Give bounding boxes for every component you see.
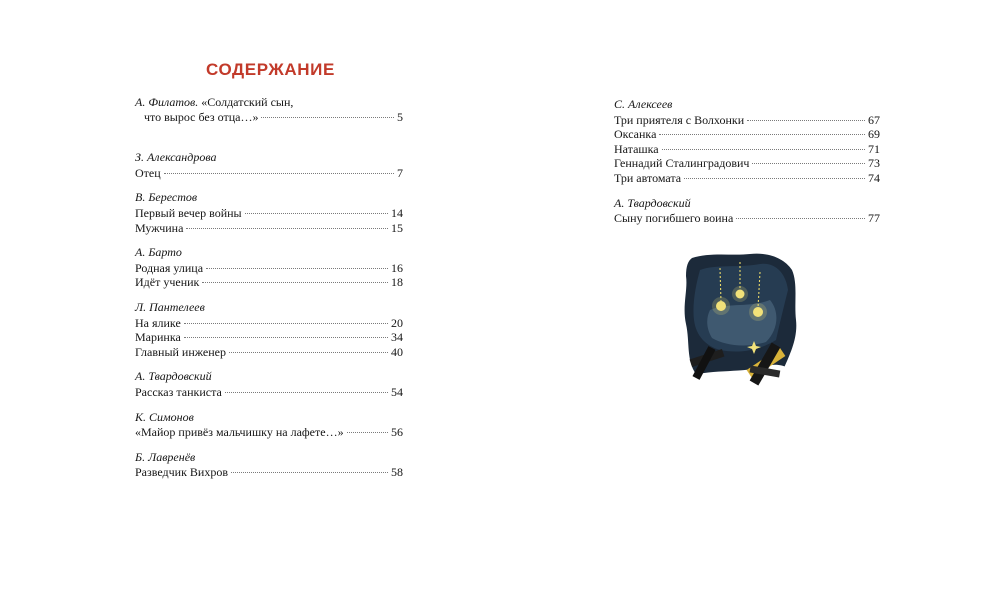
page-number: 71 [868,141,880,156]
toc-entry[interactable] [614,171,880,186]
page-number: 14 [391,205,403,220]
dot-leader [261,117,394,118]
dot-leader [186,228,388,229]
entry-title: Первый вечер войны [135,205,242,220]
toc-entry[interactable] [135,221,403,236]
dot-leader [752,163,865,164]
toc-right-column [614,97,880,226]
right-page [500,0,1000,603]
toc-group-panteleev [135,300,403,359]
entry-title: Отец [135,165,161,180]
dot-leader [206,268,388,269]
dot-leader [184,323,388,324]
toc-entry[interactable] [614,113,880,128]
toc-entry[interactable] [614,156,880,171]
toc-entry[interactable] [614,211,880,226]
entry-title: Родная улица [135,260,204,275]
toc-entry[interactable] [135,330,403,345]
toc-group-simonov [135,410,403,440]
entry-title-first-line: «Солдатский сын, [201,95,294,109]
toc-entry[interactable] [614,127,880,142]
toc-entry[interactable] [135,316,403,331]
toc-group-lavrenev [135,450,403,480]
toc-group-alekseev [614,97,880,186]
author-name: А. Твардовский [614,195,691,210]
author-name: С. Алексеев [614,97,673,111]
author-name: В. Берестов [135,190,198,205]
entry-title: Маринка [135,330,181,345]
page-number: 56 [391,425,403,440]
dot-leader [662,149,865,150]
page-number: 18 [391,275,403,290]
page-number: 67 [868,112,880,127]
entry-title: «Майор привёз мальчишку на лафете…» [135,425,344,440]
entry-title: Оксанка [614,127,657,142]
entry-title: Рассказ танкиста [135,384,222,399]
toc-entry[interactable] [135,465,403,480]
entry-title: Геннадий Сталинградович [614,156,750,171]
page-number: 54 [391,384,403,399]
entry-title: что вырос без отца…» [144,109,259,124]
dot-leader [164,173,394,174]
page-number: 69 [868,127,880,142]
entry-title: На ялике [135,315,181,330]
dot-leader [747,120,865,121]
toc-entry[interactable] [135,425,403,440]
page-number: 5 [397,109,403,124]
toc-entry[interactable] [614,142,880,157]
toc-entry[interactable] [135,275,403,290]
toc-group-berestov [135,190,403,235]
dot-leader [245,213,388,214]
toc-entry[interactable] [135,110,403,125]
contents-heading: СОДЕРЖАНИЕ [206,60,335,79]
entry-title: Наташка [614,141,659,156]
author-name: З. Александрова [135,150,217,165]
page-number: 15 [391,220,403,235]
dot-leader [659,134,865,135]
toc-entry[interactable] [135,206,403,221]
dot-leader [202,282,388,283]
entry-title: Мужчина [135,220,184,235]
page-number: 16 [391,260,403,275]
page-number: 40 [391,344,403,359]
entry-title: Разведчик Вихров [135,465,228,480]
toc-entry[interactable] [135,345,403,360]
dot-leader [225,392,388,393]
page-number: 77 [868,211,880,226]
author-name: Б. Лавренёв [135,449,196,464]
author-name: А. Твардовский [135,369,212,384]
dot-leader [736,218,865,219]
page-number: 20 [391,315,403,330]
page-number: 74 [868,170,880,185]
author-name: Л. Пантелеев [135,299,205,314]
author-name: А. Филатов. [135,95,199,109]
toc-entry[interactable] [135,385,403,400]
toc-left-column [135,95,403,480]
entry-title: Главный инженер [135,344,226,359]
toc-group-barto [135,245,403,290]
toc-group-tvardovsky [135,369,403,399]
toc-entry[interactable] [135,261,403,276]
entry-title: Три приятеля с Волхонки [614,112,745,127]
dot-leader [231,472,388,473]
dot-leader [347,432,388,433]
dot-leader [184,337,388,338]
toc-group-filatov [135,95,403,124]
toc-group-aleksandrova [135,150,403,180]
page-number: 34 [391,330,403,345]
page-number: 73 [868,156,880,171]
dot-leader [229,352,388,353]
author-name: К. Симонов [135,409,194,424]
war-night-illustration [680,250,800,402]
toc-group-tvardovsky-2 [614,196,880,226]
author-name: А. Барто [135,245,182,260]
dot-leader [684,178,865,179]
left-page [0,0,500,603]
entry-title: Сыну погибшего воина [614,211,734,226]
entry-title: Три автомата [614,170,682,185]
page-number: 7 [397,165,403,180]
page-number: 58 [391,465,403,480]
toc-entry[interactable] [135,166,403,181]
entry-title: Идёт ученик [135,275,200,290]
